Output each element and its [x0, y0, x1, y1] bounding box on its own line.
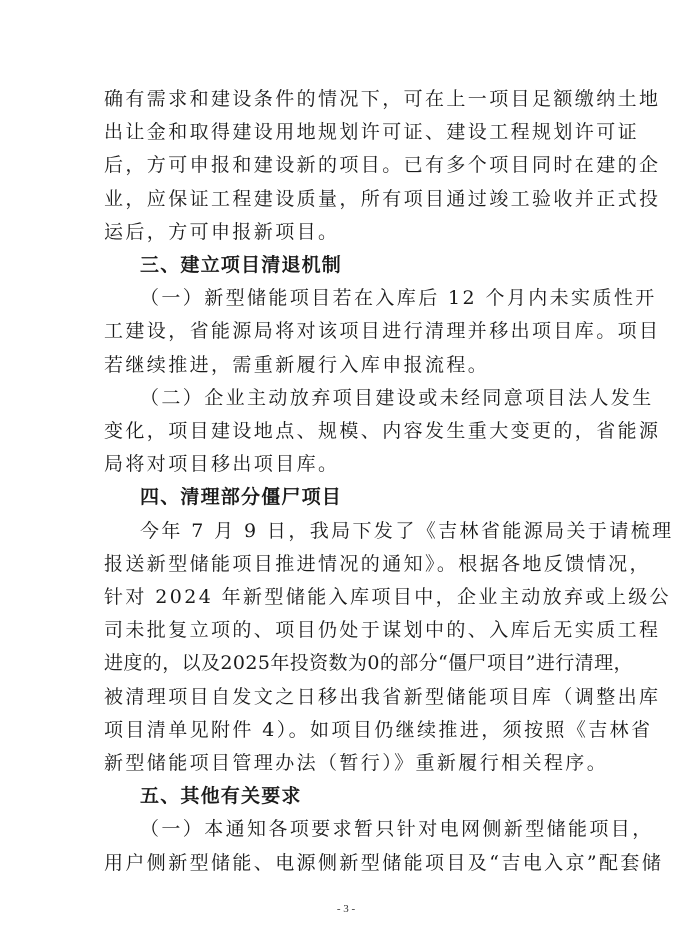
body-text-line: 业，应保证工程建设质量，所有项目通过竣工验收并正式投: [104, 188, 661, 210]
body-text-line: 局将对项目移出项目库。: [104, 453, 340, 475]
body-text-line: 工建设，省能源局将对该项目进行清理并移出项目库。项目: [104, 320, 661, 342]
page-number: - 3 -: [336, 903, 356, 915]
body-text-line: 若继续推进，需重新履行入库申报流程。: [104, 354, 490, 376]
body-text-line: 后，方可申报和建设新的项目。已有多个项目同时在建的企: [104, 154, 661, 176]
section-heading: 五、其他有关要求: [140, 785, 302, 807]
body-text-line: 今年 7 月 9 日，我局下发了《吉林省能源局关于请梳理: [140, 520, 674, 542]
body-text-line: 用户侧新型储能、电源侧新型储能项目及“吉电入京”配套储: [104, 852, 664, 874]
body-text-line: 进度的，以及2025年投资数为0的部分“僵尸项目”进行清理，: [104, 652, 633, 674]
body-text-line: 变化，项目建设地点、规模、内容发生重大变更的，省能源: [104, 420, 661, 442]
body-text-line: （二）企业主动放弃项目建设或未经同意项目法人发生: [140, 387, 654, 409]
body-text-line: 出让金和取得建设用地规划许可证、建设工程规划许可证: [104, 121, 640, 143]
body-text-line: （一）本通知各项要求暂只针对电网侧新型储能项目，: [140, 818, 654, 840]
body-text-line: 被清理项目自发文之日移出我省新型储能项目库（调整出库: [104, 686, 661, 708]
body-text-line: （一）新型储能项目若在入库后 12 个月内未实质性开: [140, 287, 657, 309]
body-text-line: 新型储能项目管理办法（暂行）》重新履行相关程序。: [104, 752, 609, 774]
body-text-line: 确有需求和建设条件的情况下，可在上一项目足额缴纳土地: [104, 88, 661, 110]
body-text-line: 针对 2024 年新型储能入库项目中，企业主动放弃或上级公: [104, 586, 672, 608]
body-text-line: 报送新型储能项目推进情况的通知》。根据各地反馈情况，: [104, 553, 651, 575]
body-text-line: 项目清单见附件 4）。如项目仍继续推进，须按照《吉林省: [104, 719, 653, 741]
section-heading: 四、清理部分僵尸项目: [140, 486, 343, 508]
body-text-line: 运后，方可申报新项目。: [104, 221, 340, 243]
body-text-line: 司未批复立项的、项目仍处于谋划中的、入库后无实质工程: [104, 619, 661, 641]
section-heading: 三、建立项目清退机制: [140, 254, 343, 276]
